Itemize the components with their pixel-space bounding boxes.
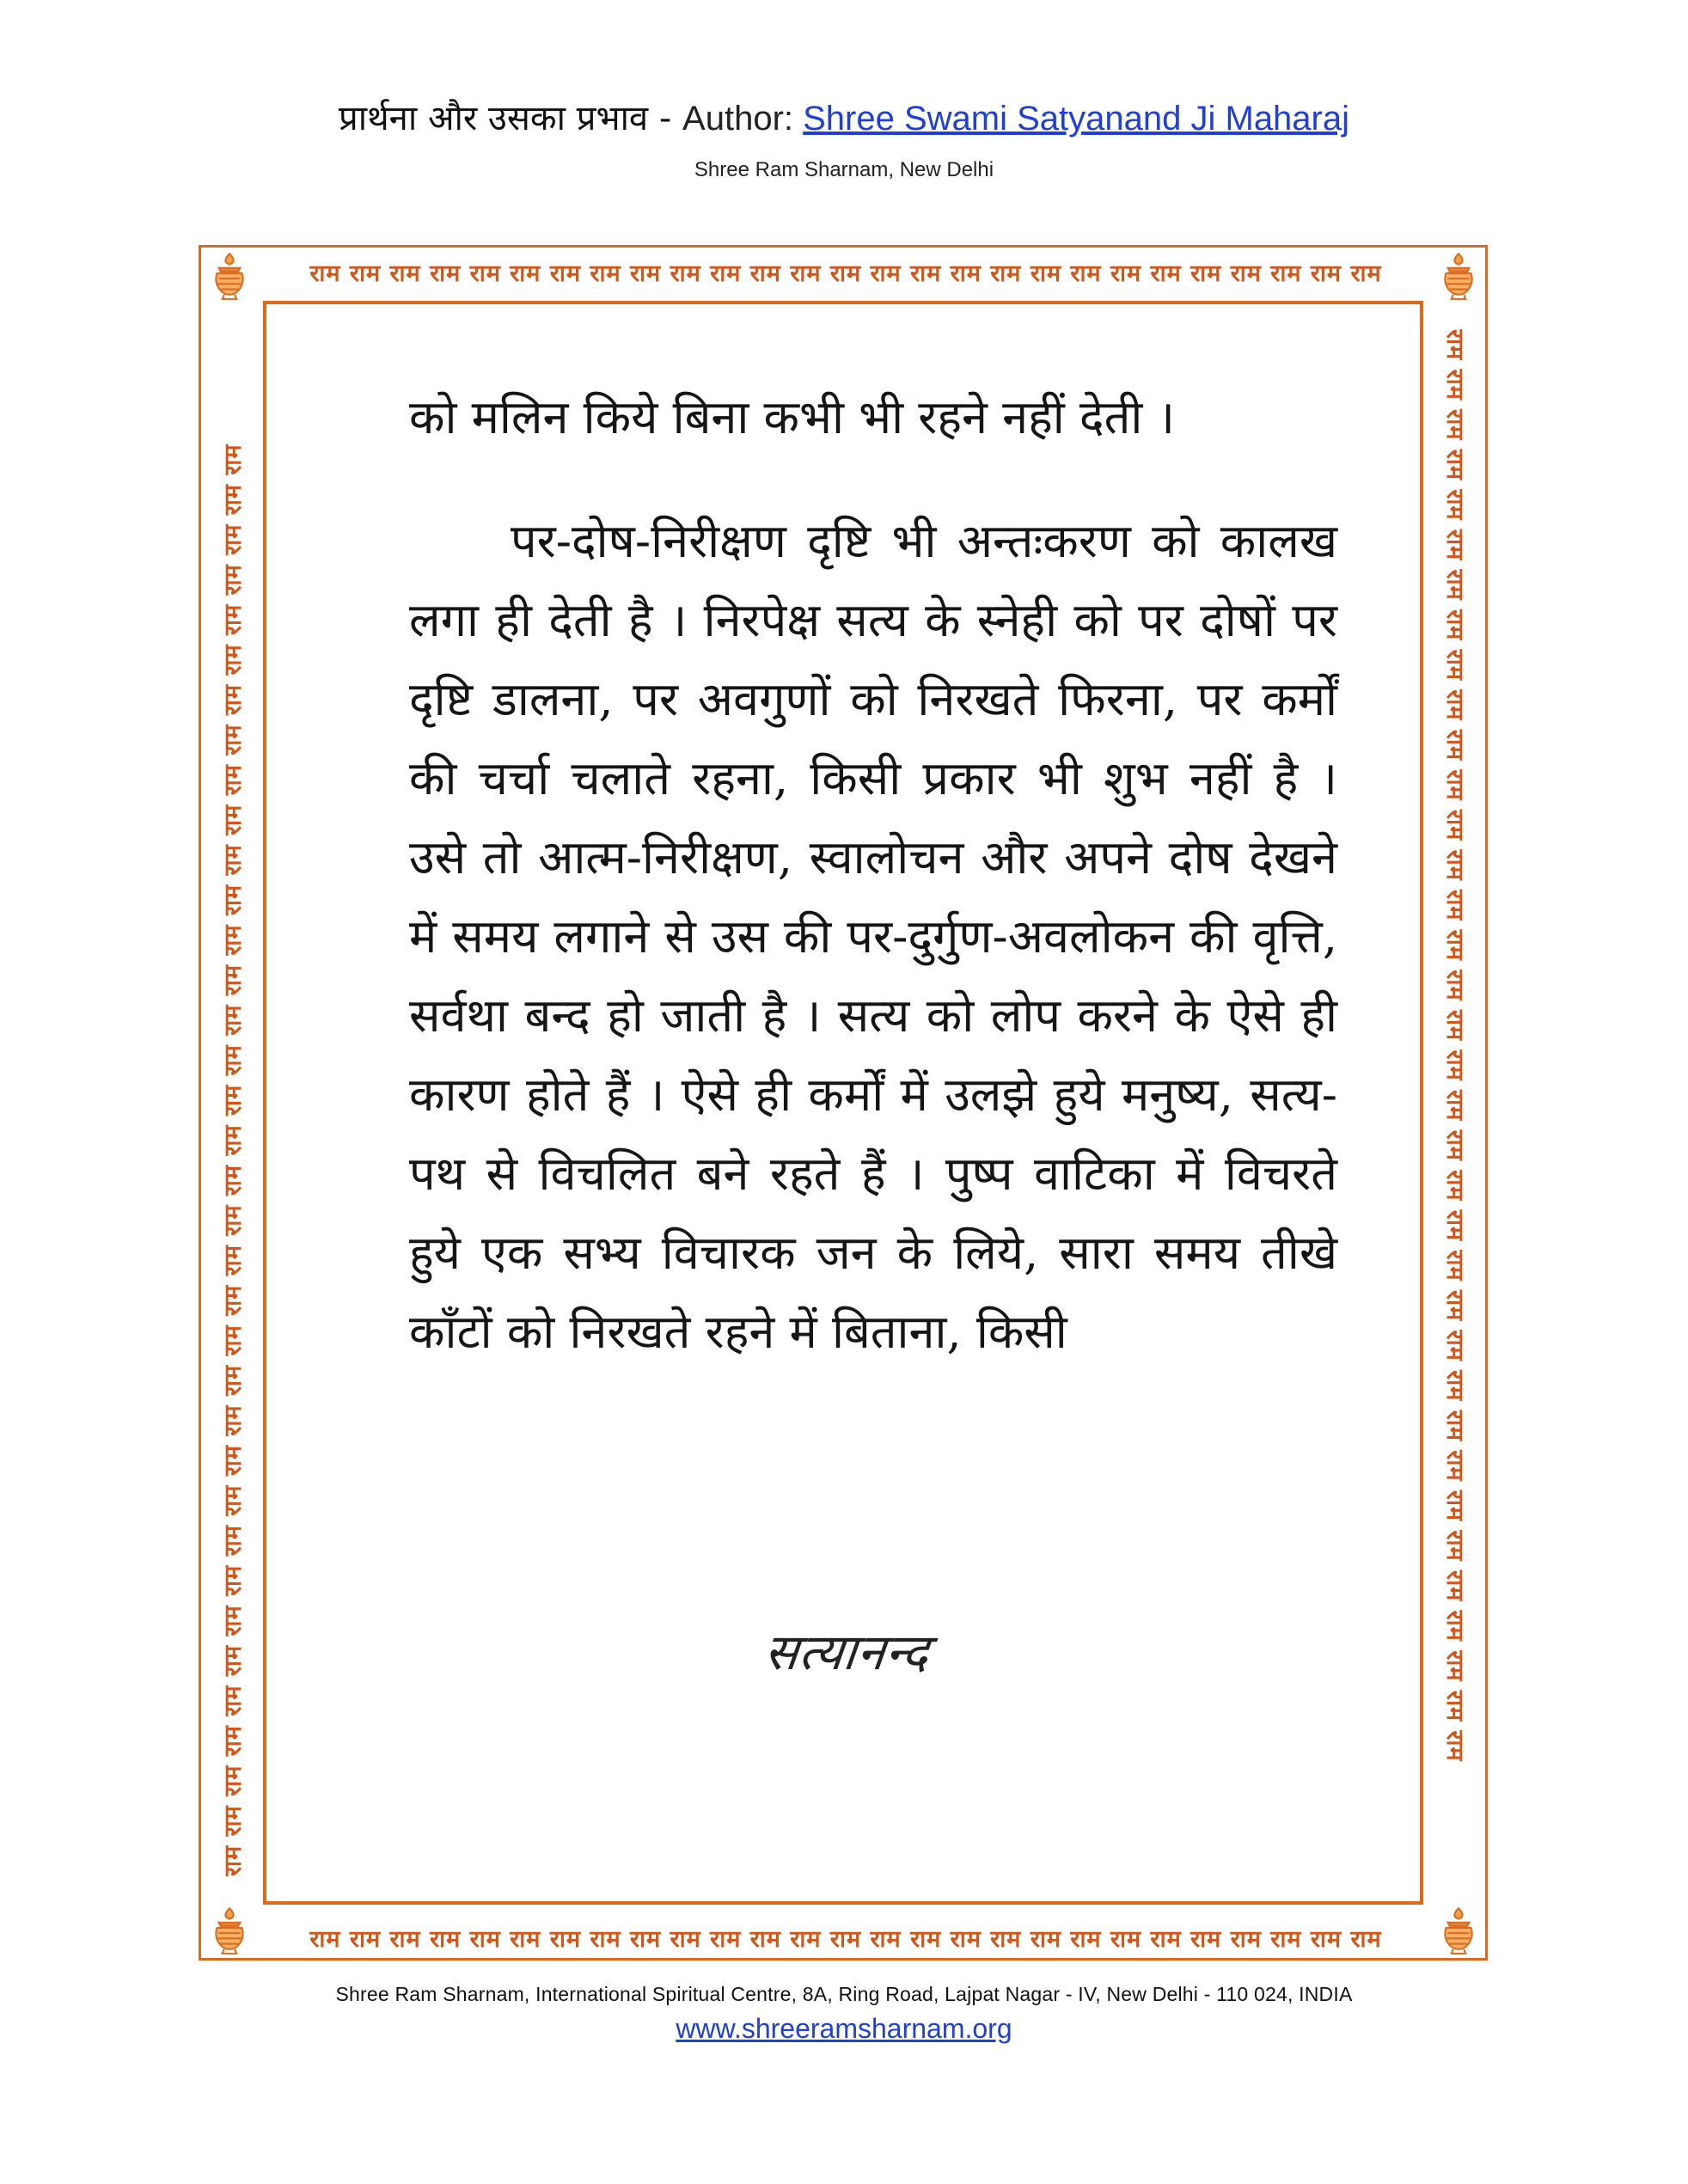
ram-border-right: राम राम राम राम राम राम राम राम राम राम राम राम राम राम राम राम राम राम राम राम राम राम राम राम राम राम राम राम राम राम राम राम राम राम राम राम [1441,329,1468,1762]
scripture-body [409,378,1337,1372]
paragraph-main: पर-दोष-निरीक्षण दृष्टि भी अन्तःकरण को कालख लगा ही देती है । निरपेक्ष सत्य के स्नेही को पर दोषों पर दृष्टि डालना, पर अवगुणों को निरखते फिरना, पर कर्मों की चर्चा चलाते रहना, किसी प्रकार भी शुभ नहीं है । उसे तो आत्म-निरीक्षण, स्वालोचन और अपने दोष देखने में समय लगाने से उस की पर-दुर्गुण-अवलोकन की वृत्ति, सर्वथा बन्द हो जाती है । सत्य को लोप करने के ऐसे ही कारण होते हैं । ऐसे ही कर्मों में उलझे हुये मनुष्य, सत्य-पथ से विचलित बने रहते हैं । पुष्प वाटिका में विचरते हुये एक सभ्य विचारक जन के लिये, सारा समय तीखे काँटों को निरखते रहने में बिताना, किसी [409,514,1337,1359]
kalash-corner-icon [203,1903,256,1956]
ram-border-left: राम राम राम राम राम राम राम राम राम राम राम राम राम राम राम राम राम राम राम राम राम राम राम राम राम राम राम राम राम राम राम राम राम राम राम राम [220,444,247,1876]
kalash-corner-icon [1432,1903,1485,1956]
footer-address: Shree Ram Sharnam, International Spiritual Centre, 8A, Ring Road, Lajpat Nagar - IV, New Delhi - 110 024, INDIA [335,1983,1353,2005]
kalash-corner-icon [1432,248,1485,302]
subtitle: Shree Ram Sharnam, New Delhi [694,158,994,181]
page-header [0,101,1688,180]
document-title: प्रार्थना और उसका प्रभाव [338,99,649,138]
ram-border-top: राम राम राम राम राम राम राम राम राम राम राम राम राम राम राम राम राम राम राम राम राम राम राम राम राम राम राम [309,260,1382,287]
title-line [0,101,1688,136]
kalash-corner-icon [203,248,256,302]
paragraph-continuation: को मलिन किये बिना कभी भी रहने नहीं देती । [409,390,1175,444]
author-link[interactable]: Shree Swami Satyanand Ji Maharaj [803,100,1350,138]
author-label: Author: [682,100,804,138]
website-link[interactable]: www.shreeramsharnam.org [676,2013,1012,2044]
page-footer [0,1983,1688,2045]
author-signature: सत्यानन्द [761,1623,933,1681]
ram-border-bottom: राम राम राम राम राम राम राम राम राम राम राम राम राम राम राम राम राम राम राम राम राम राम राम राम राम राम राम [309,1926,1382,1953]
title-separator: - [648,99,683,138]
